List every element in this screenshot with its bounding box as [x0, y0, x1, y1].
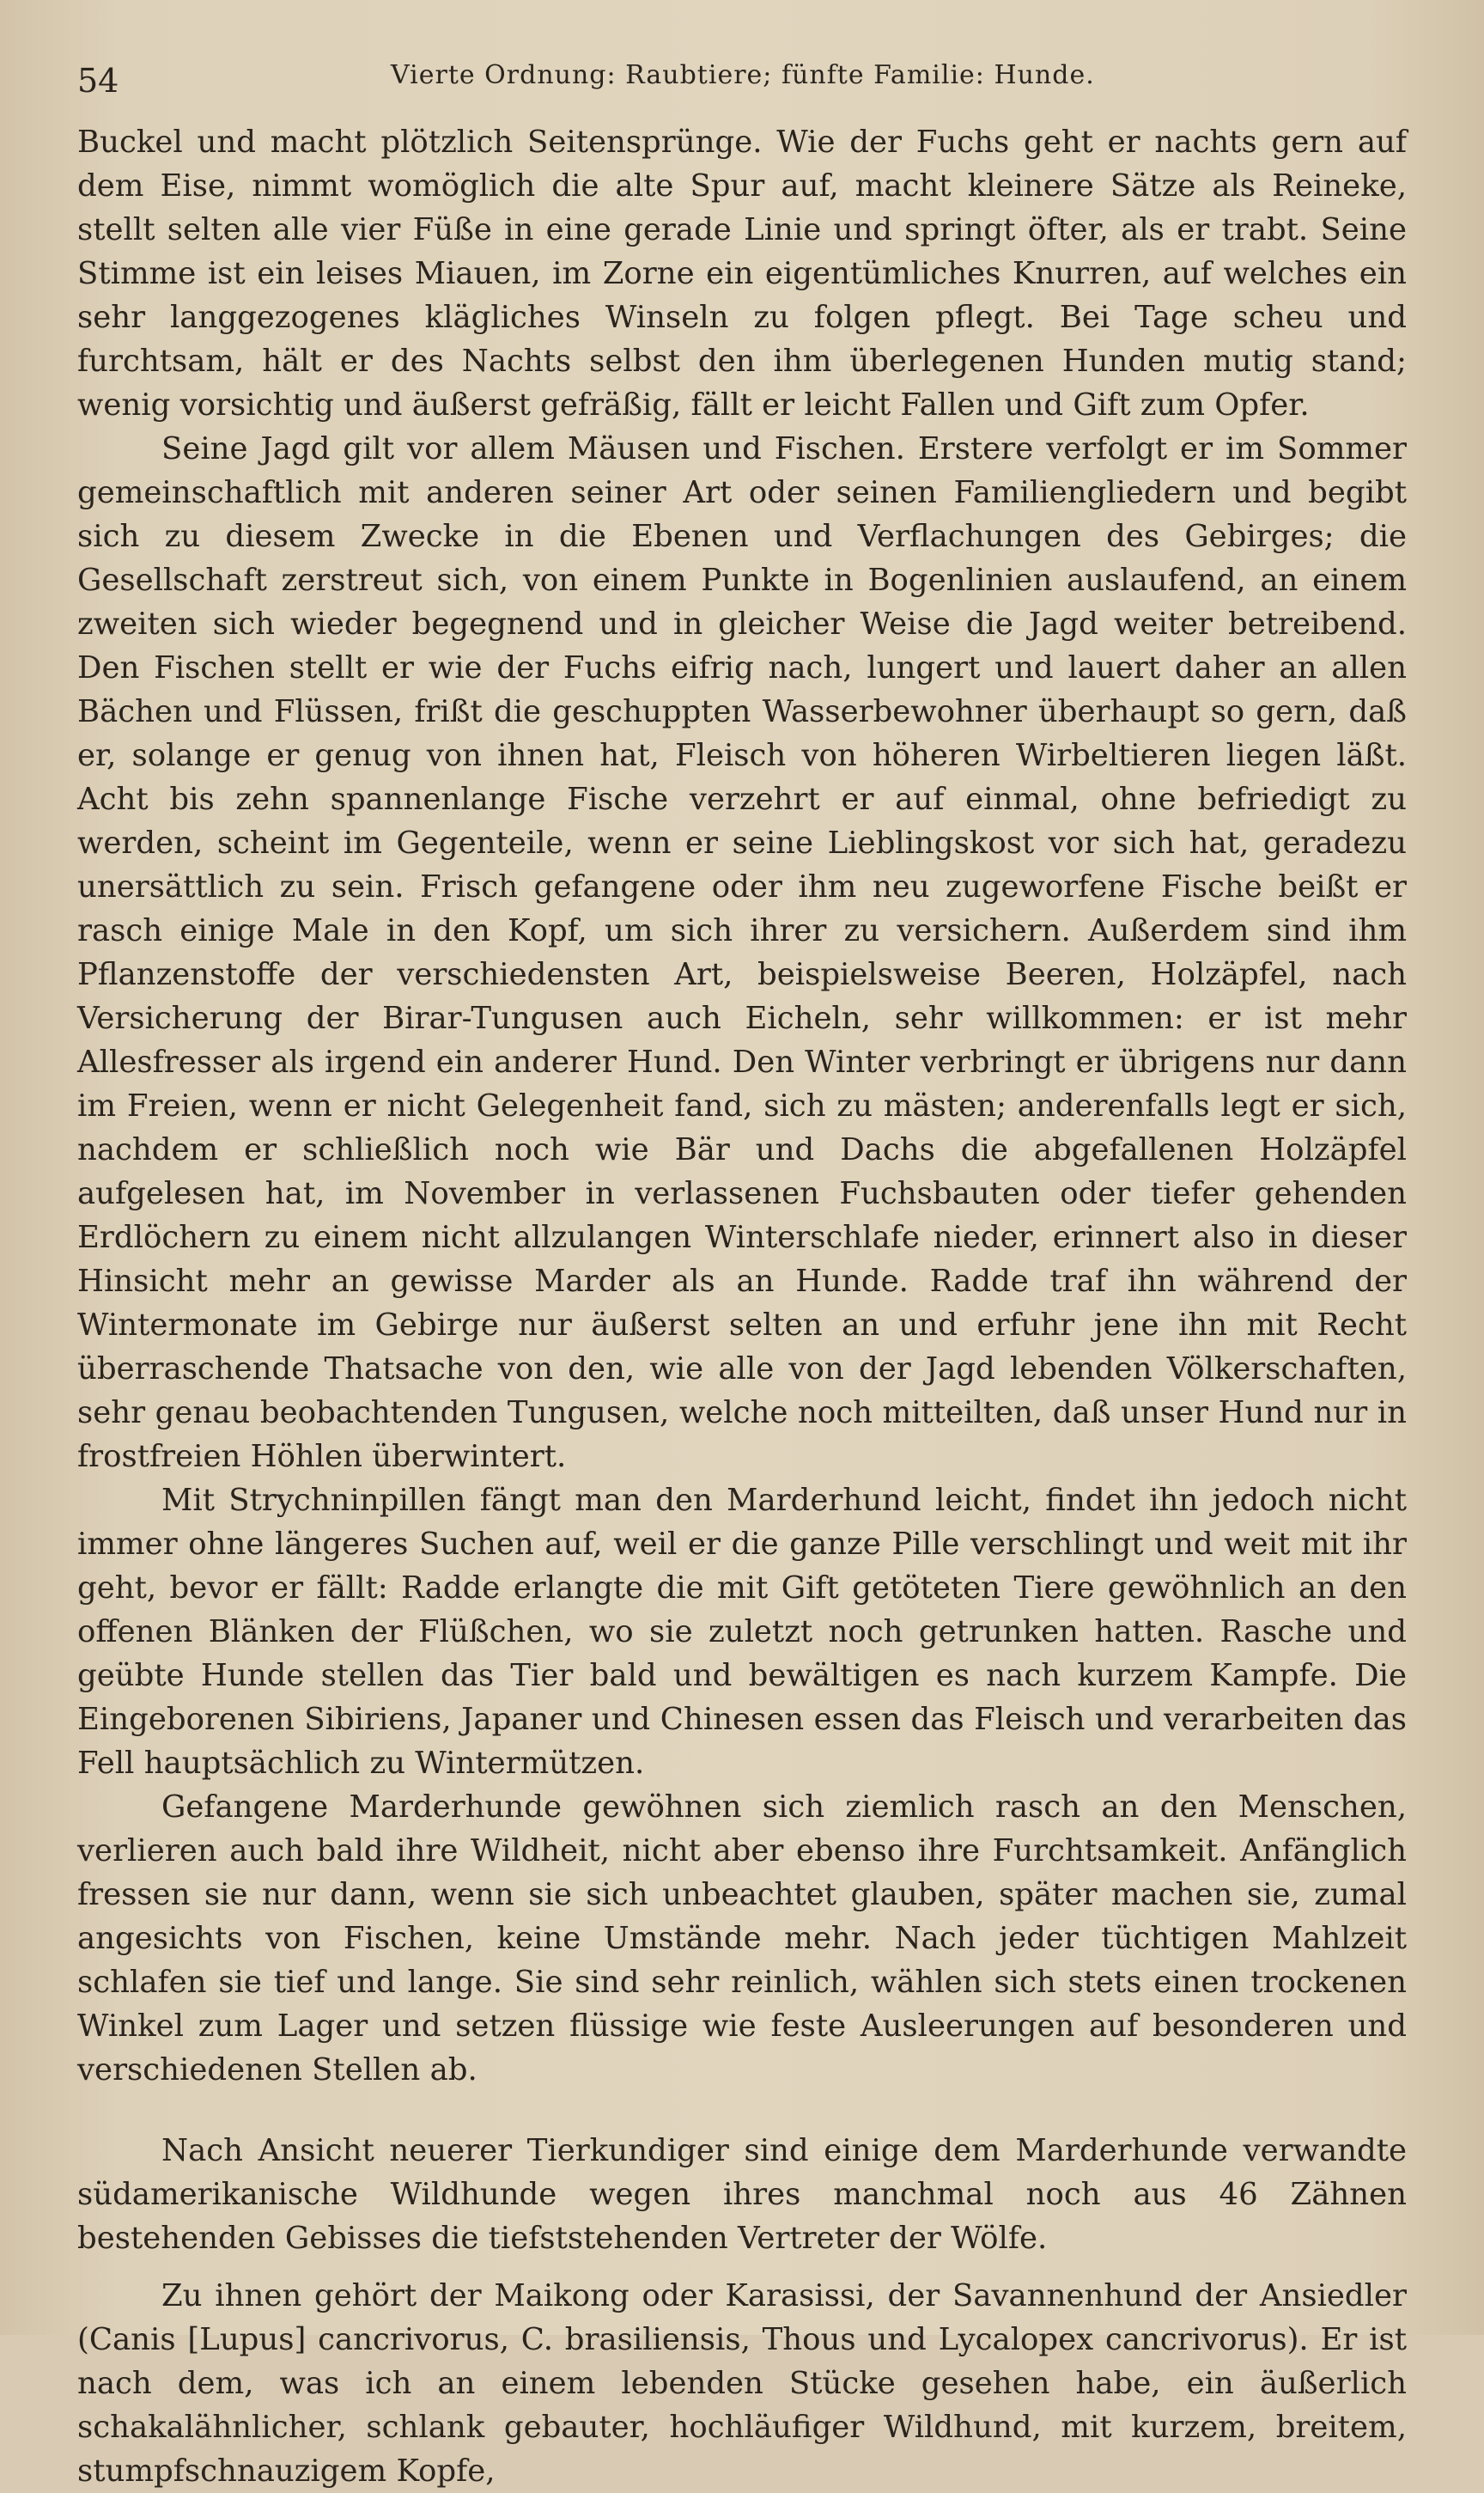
body-text — [77, 120, 1407, 2493]
paragraph-strychnine: Mit Strychninpillen fängt man den Marderhund leicht, findet ihn jedoch nicht immer ohne längeres Suchen auf, weil er die ganze Pille verschlingt und weit mit ihr geht, bevor er fällt: Radde erlangte die mit Gift getöteten Tiere gewöhnlich an den offenen Blänken der Flüßchen, wo sie zuletzt noch getrunken hatten. Rasche und geübte Hunde stellen das Tier bald und bewältigen es nach kurzem Kampfe. Die Eingeborenen Sibiriens, Japaner und Chinesen essen das Fleisch und verarbeiten das Fell hauptsächlich zu Wintermützen. — [77, 1483, 1407, 1781]
paragraph-continuation: Buckel und macht plötzlich Seitensprünge. Wie der Fuchs geht er nachts gern auf dem Eise, nimmt womöglich die alte Spur auf, macht kleinere Sätze als Reineke, stellt selten alle vier Füße in eine gerade Linie und springt öfter, als er trabt. Seine Stimme ist ein leises Miauen, im Zorne ein eigentümliches Knurren, auf welches ein sehr langgezogenes klägliches Winseln zu folgen pflegt. Bei Tage scheu und furchtsam, hält er des Nachts selbst den ihm überlegenen Hunden mutig stand; wenig vorsichtig und äußerst gefräßig, fällt er leicht Fallen und Gift zum Opfer. — [77, 125, 1407, 423]
paragraph-captivity: Gefangene Marderhunde gewöhnen sich ziemlich rasch an den Menschen, verlieren auch bald ihre Wildheit, nicht aber ebenso ihre Furchtsamkeit. Anfänglich fressen sie nur dann, wenn sie sich unbeachtet glauben, später machen sie, zumal angesichts von Fischen, keine Umstände mehr. Nach jeder tüchtigen Mahlzeit schlafen sie tief und lange. Sie sind sehr reinlich, wählen sich stets einen trockenen Winkel zum Lager und setzen flüssige wie feste Ausleerungen auf besonderen und verschiedenen Stellen ab. — [77, 1789, 1407, 2088]
page-header — [77, 53, 1407, 105]
page-number: 54 — [77, 62, 119, 100]
paragraph-hunting: Seine Jagd gilt vor allem Mäusen und Fischen. Erstere verfolgt er im Sommer gemeinschaftlich mit anderen seiner Art oder seinen Familiengliedern und begibt sich zu diesem Zwecke in die Ebenen und Verflachungen des Gebirges; die Gesellschaft zerstreut sich, von einem Punkte in Bogenlinien auslaufend, an einem zweiten sich wieder begegnend und in gleicher Weise die Jagd weiter betreibend. Den Fischen stellt er wie der Fuchs eifrig nach, lungert und lauert daher an allen Bächen und Flüssen, frißt die geschuppten Wasserbewohner überhaupt so gern, daß er, solange er genug von ihnen hat, Fleisch von höheren Wirbeltieren liegen läßt. Acht bis zehn spannenlange Fische verzehrt er auf einmal, ohne befriedigt zu werden, scheint im Gegenteile, wenn er seine Lieblingskost vor sich hat, geradezu unersättlich zu sein. Frisch gefangene oder ihm neu zugeworfene Fische beißt er rasch einige Male in den Kopf, um sich ihrer zu versichern. Außerdem sind ihm Pflanzenstoffe der verschiedensten Art, beispielsweise Beeren, Holzäpfel, nach Versicherung der Birar-Tungusen auch Eicheln, sehr willkommen: er ist mehr Allesfresser als irgend ein anderer Hund. Den Winter verbringt er übrigens nur dann im Freien, wenn er nicht Gelegenheit fand, sich zu mästen; anderenfalls legt er sich, nachdem er schließlich noch wie Bär und Dachs die abgefallenen Holzäpfel aufgelesen hat, im November in verlassenen Fuchsbauten oder tiefer gehenden Erdlöchern zu einem nicht allzulangen Winterschlafe nieder, erinnert also in dieser Hinsicht mehr an gewisse Marder als an Hunde. Radde traf ihn während der Wintermonate im Gebirge nur äußerst selten an und erfuhr jene ihn mit Recht überraschende Thatsache von den, wie alle von der Jagd lebenden Völkerschaften, sehr genau beobachtenden Tungusen, welche noch mitteilten, daß unser Hund nur in frostfreien Höhlen überwintert. — [77, 431, 1407, 1474]
running-head: Vierte Ordnung: Raubtiere; fünfte Familie: Hunde. — [391, 60, 1095, 90]
paragraph-maikong: Zu ihnen gehört der Maikong oder Karasissi, der Savannenhund der Ansiedler (Canis [Lupus] cancrivorus, C. brasiliensis, Thous und Lycalopex cancrivorus). Er ist nach dem, was ich an einem lebenden Stücke gesehen habe, ein äußerlich schakalähnlicher, schlank gebauter, hochläufiger Wildhund, mit kurzem, breitem, stumpfschnauzigem Kopfe, — [77, 2278, 1407, 2489]
paragraph-south-american: Nach Ansicht neuerer Tierkundiger sind einige dem Marderhunde verwandte südamerikanische Wildhunde wegen ihres manchmal noch aus 46 Zähnen bestehenden Gebisses die tiefststehenden Vertreter der Wölfe. — [77, 2133, 1407, 2256]
